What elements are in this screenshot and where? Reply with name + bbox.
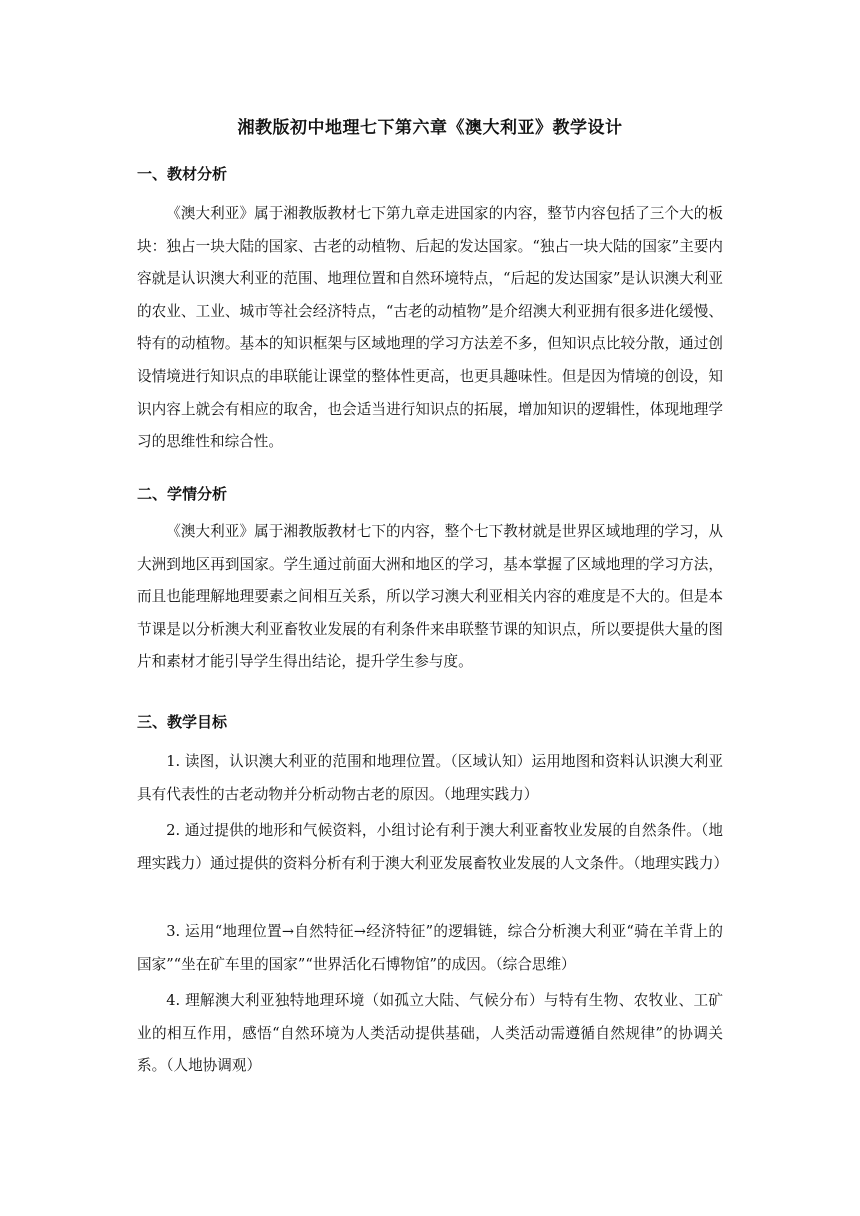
objective-item-3: 3. 运用“地理位置→自然特征→经济特征”的逻辑链，综合分析澳大利亚“骑在羊背上的国家”“坐在矿车里的国家”“世界活化石博物馆”的成因。（综合思维） <box>137 923 723 973</box>
textbook-analysis-paragraph: 《澳大利亚》属于湘教版教材七下第九章走进国家的内容，整节内容包括了三个大的板块：独占一块大陆的国家、古老的动植物、后起的发达国家。“独占一块大陆的国家”主要内容就是认识澳大利亚的范围、地理位置和自然环境特点，“后起的发达国家”是认识澳大利亚的农业、工业、城市等社会经济特点，“古老的动植物”是介绍澳大利亚拥有很多进化缓慢、特有的动植物。基本的知识框架与区域地理的学习方法差不多，但知识点比较分散，通过创设情境进行知识点的串联能让课堂的整体性更高，也更具趣味性。但是因为情境的创设，知识内容上就会有相应的取舍，也会适当进行知识点的拓展，增加知识的逻辑性，体现地理学习的思维性和综合性。 <box>137 205 723 451</box>
objective-item-2: 2. 通过提供的地形和气候资料，小组讨论有利于澳大利亚畜牧业发展的自然条件。（地理实践力）通过提供的资料分析有利于澳大利亚发展畜牧业发展的人文条件。（地理实践力） <box>137 822 729 872</box>
objective-item-1: 1. 读图，认识澳大利亚的范围和地理位置。（区域认知）运用地图和资料认识澳大利亚具有代表性的古老动物并分析动物古老的原因。（地理实践力） <box>137 753 723 803</box>
section-heading-student-analysis: 二、学情分析 <box>137 485 228 503</box>
document-title: 湘教版初中地理七下第六章《澳大利亚》教学设计 <box>237 118 623 138</box>
section-heading-textbook-analysis: 一、教材分析 <box>137 165 228 183</box>
objective-item-4: 4. 理解澳大利亚独特地理环境（如孤立大陆、气候分布）与特有生物、农牧业、工矿业的相互作用，感悟“自然环境为人类活动提供基础，人类活动需遵循自然规律”的协调关系。（人地协调观） <box>137 992 723 1075</box>
section-heading-teaching-objectives: 三、教学目标 <box>137 713 228 731</box>
student-analysis-paragraph: 《澳大利亚》属于湘教版教材七下的内容，整个七下教材就是世界区域地理的学习，从大洲到地区再到国家。学生通过前面大洲和地区的学习，基本掌握了区域地理的学习方法，而且也能理解地理要素之间相互关系，所以学习澳大利亚相关内容的难度是不大的。但是本节课是以分析澳大利亚畜牧业发展的有利条件来串联整节课的知识点，所以要提供大量的图片和素材才能引导学生得出结论，提升学生参与度。 <box>137 523 723 671</box>
